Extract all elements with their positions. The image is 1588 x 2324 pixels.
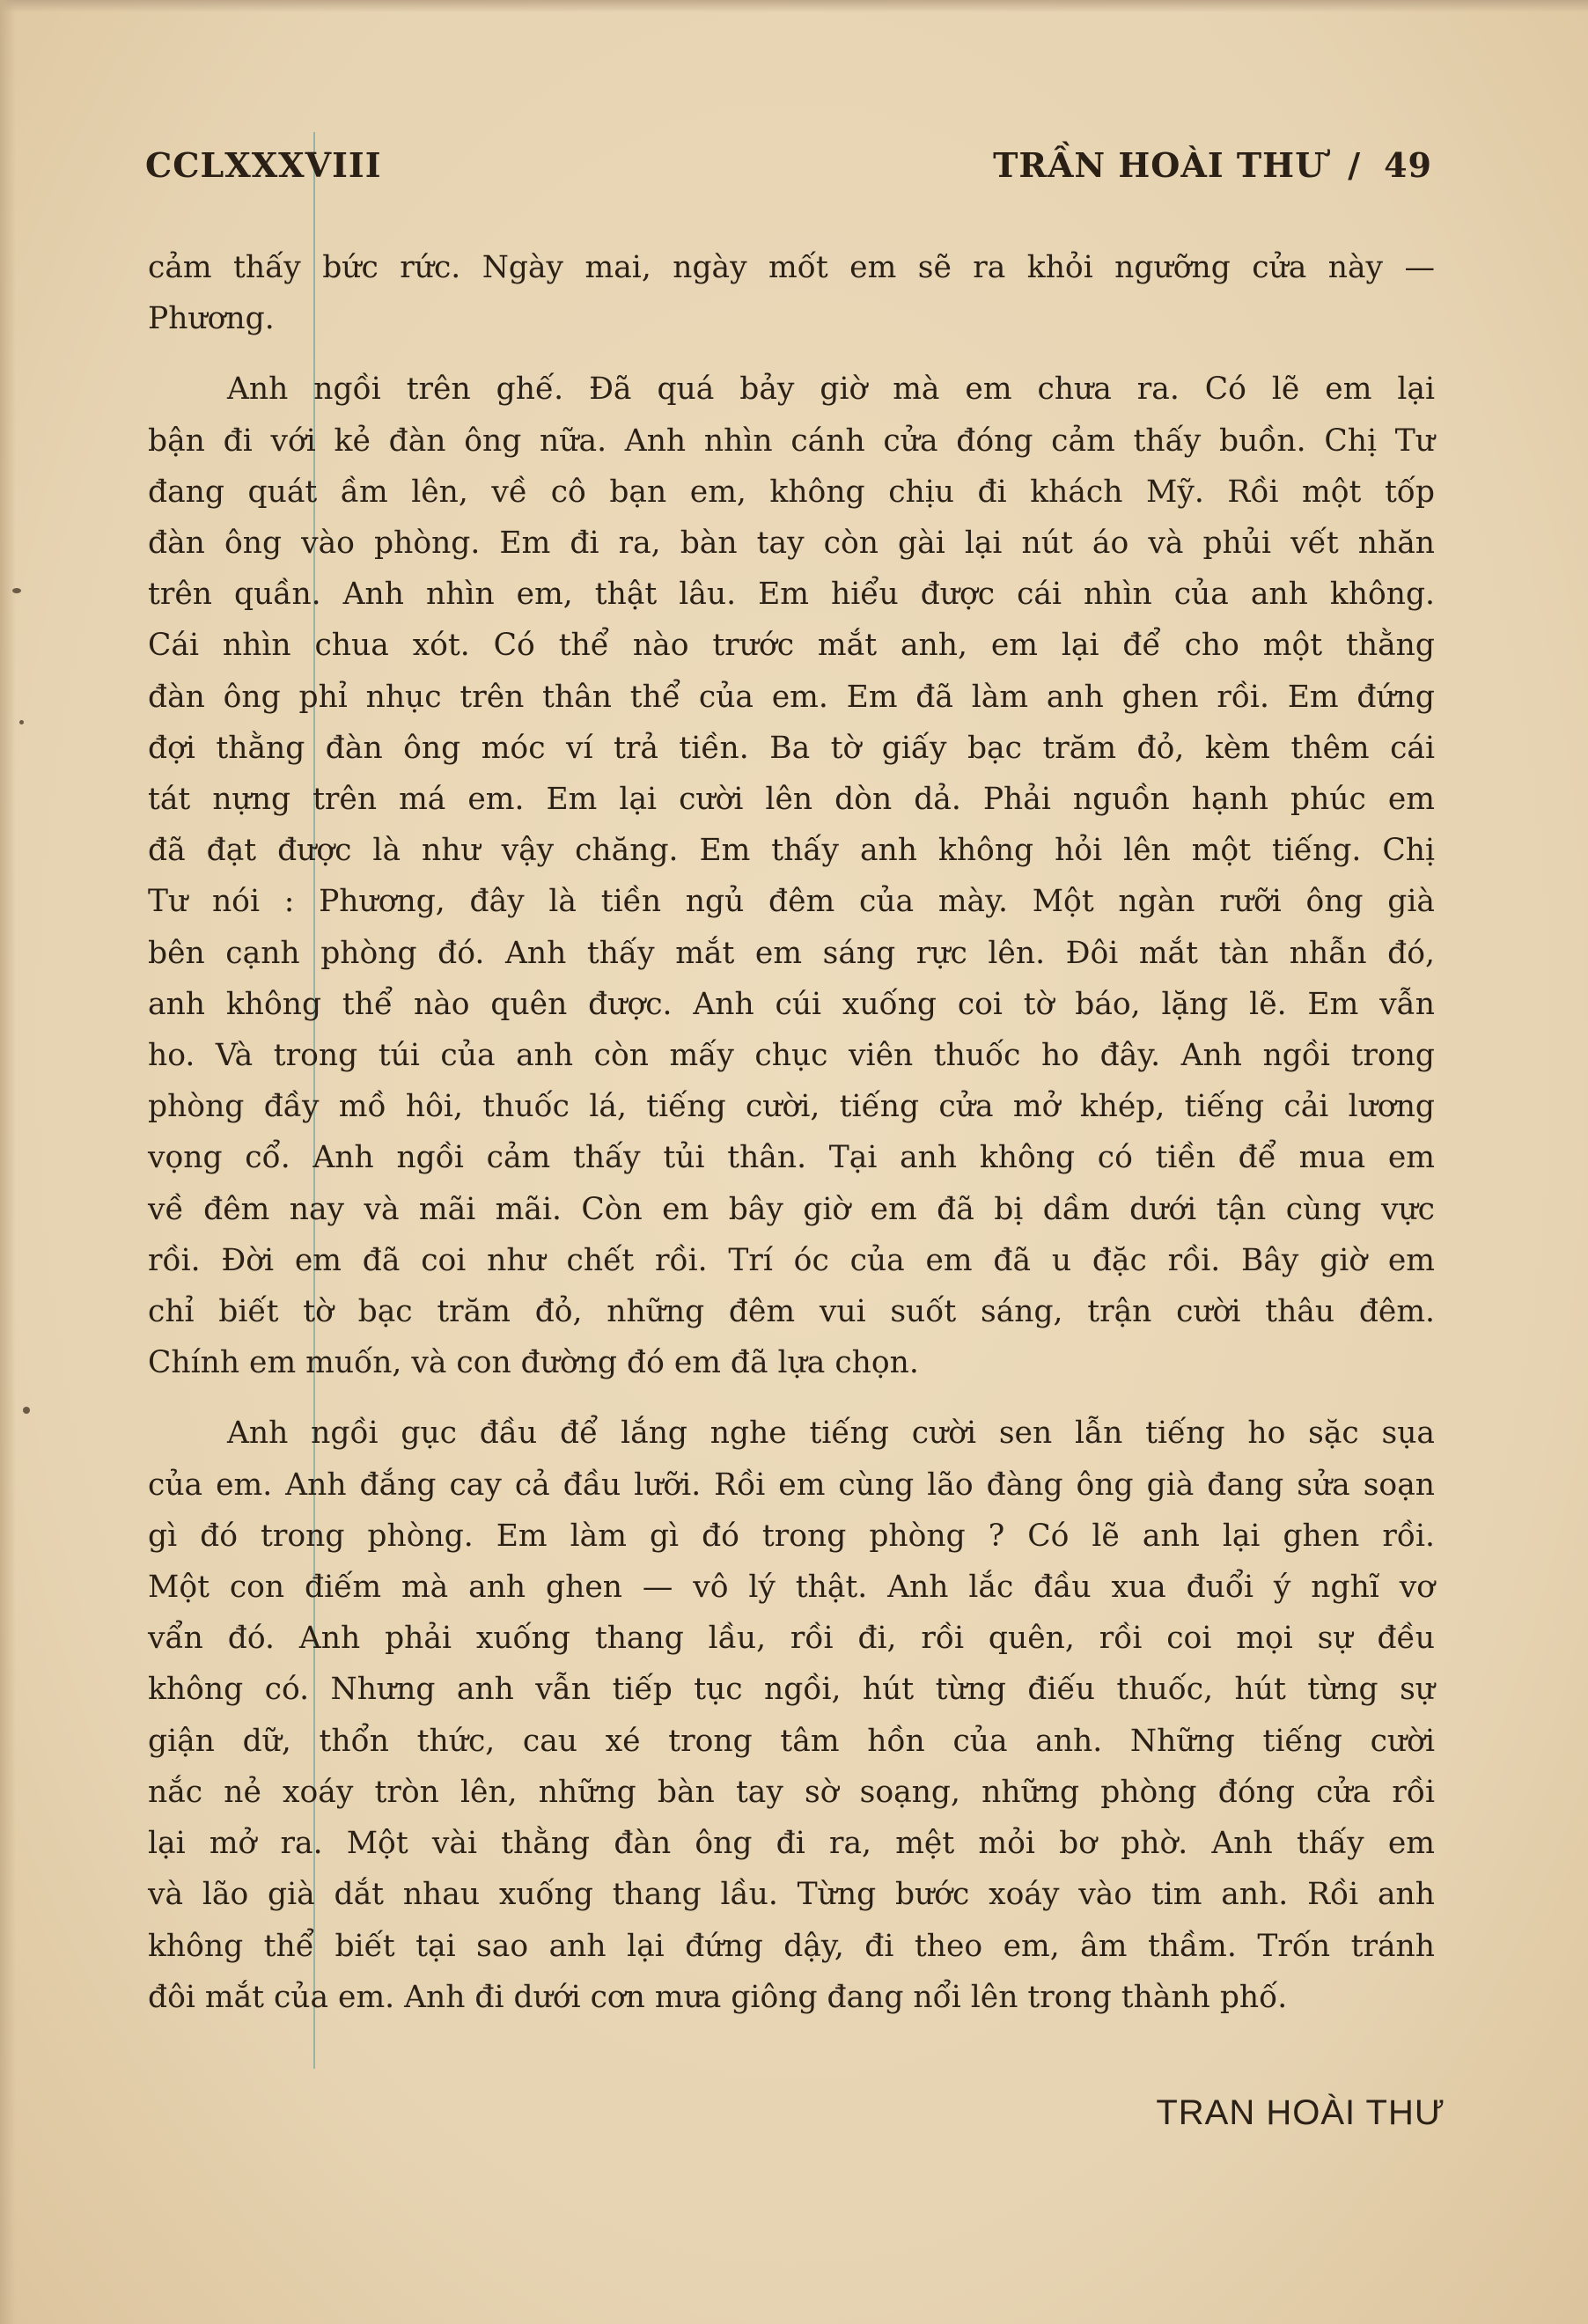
text-line: nắc nẻ xoáy tròn lên, những bàn tay sờ soạng, những phòng đóng cửa rồi	[148, 1774, 1435, 1810]
text-line: vẩn đó. Anh phải xuống thang lầu, rồi đi, rồi quên, rồi coi mọi sự đều	[148, 1621, 1435, 1657]
page-top-edge	[0, 0, 1588, 12]
paper-speck	[12, 588, 21, 593]
text-line: giận dữ, thổn thức, cau xé trong tâm hồn của anh. Những tiếng cười	[148, 1723, 1435, 1759]
text-line: ho. Và trong túi của anh còn mấy chục viên thuốc ho đây. Anh ngồi trong	[148, 1038, 1435, 1074]
text-line: và lão già dắt nhau xuống thang lầu. Từng bước xoáy vào tim anh. Rồi anh	[148, 1877, 1435, 1913]
paragraph	[148, 364, 1435, 1388]
text-line: đàn ông vào phòng. Em đi ra, bàn tay còn gài lại nút áo và phủi vết nhăn	[148, 526, 1435, 562]
paper-speck	[19, 720, 24, 724]
text-line: vọng cổ. Anh ngồi cảm thấy tủi thân. Tại anh không có tiền để mua em	[148, 1140, 1435, 1176]
text-line: Phương.	[148, 301, 275, 337]
text-line: phòng đầy mồ hôi, thuốc lá, tiếng cười, tiếng cửa mở khép, tiếng cải lương	[148, 1089, 1435, 1125]
running-title	[993, 145, 1432, 185]
text-line: Tư nói : Phương, đây là tiền ngủ đêm của mày. Một ngàn rưỡi ông già	[148, 884, 1435, 920]
page-header	[145, 145, 1432, 198]
text-line: về đêm nay và mãi mãi. Còn em bây giờ em đã bị dầm dưới tận cùng vực	[148, 1191, 1435, 1227]
text-line: cảm thấy bức rức. Ngày mai, ngày mốt em sẽ ra khỏi ngưỡng cửa này —	[148, 250, 1435, 285]
text-line: không có. Nhưng anh vẫn tiếp tục ngồi, hút từng điếu thuốc, hút từng sự	[148, 1672, 1435, 1708]
text-line: đang quát ầm lên, về cô bạn em, không chịu đi khách Mỹ. Rồi một tốp	[148, 474, 1435, 510]
text-line: bên cạnh phòng đó. Anh thấy mắt em sáng rực lên. Đôi mắt tàn nhẫn đó,	[148, 935, 1435, 971]
author-signature: TRAN HOÀI THƯ	[1156, 2093, 1445, 2132]
text-line: đàn ông phỉ nhục trên thân thể của em. Em đã làm anh ghen rồi. Em đứng	[148, 679, 1435, 715]
text-line: đôi mắt của em. Anh đi dưới cơn mưa giông đang nổi lên trong thành phố.	[148, 1979, 1288, 2015]
text-line: Anh ngồi gục đầu để lắng nghe tiếng cười sen lẫn tiếng ho sặc sụa	[227, 1416, 1435, 1452]
text-line: anh không thể nào quên được. Anh cúi xuống coi tờ báo, lặng lẽ. Em vẫn	[148, 986, 1435, 1022]
text-line: đợi thằng đàn ông móc ví trả tiền. Ba tờ giấy bạc trăm đỏ, kèm thêm cái	[148, 730, 1435, 766]
page-left-edge	[0, 0, 16, 2324]
text-line: lại mở ra. Một vài thằng đàn ông đi ra, mệt mỏi bơ phờ. Anh thấy em	[148, 1826, 1435, 1862]
text-line: gì đó trong phòng. Em làm gì đó trong phòng ? Có lẽ anh lại ghen rồi.	[148, 1518, 1435, 1554]
text-line: Một con điếm mà anh ghen — vô lý thật. Anh lắc đầu xua đuổi ý nghĩ vơ	[148, 1570, 1435, 1606]
text-line: Cái nhìn chua xót. Có thể nào trước mắt anh, em lại để cho một thằng	[148, 628, 1435, 664]
folio-number: CCLXXXVIII	[145, 145, 382, 185]
text-line: của em. Anh đắng cay cả đầu lưỡi. Rồi em cùng lão đàng ông già đang sửa soạn	[148, 1467, 1435, 1503]
author-name: TRẦN HOÀI THƯ	[993, 145, 1326, 185]
text-line: đã đạt được là như vậy chăng. Em thấy anh không hỏi lên một tiếng. Chị	[148, 833, 1435, 869]
page-number: 49	[1384, 145, 1432, 185]
text-line: trên quần. Anh nhìn em, thật lâu. Em hiểu được cái nhìn của anh không.	[148, 577, 1435, 613]
text-line: bận đi với kẻ đàn ông nữa. Anh nhìn cánh cửa đóng cảm thấy buồn. Chị Tư	[148, 423, 1435, 459]
text-line: tát nựng trên má em. Em lại cười lên dòn dả. Phải nguồn hạnh phúc em	[148, 782, 1435, 818]
text-line: chỉ biết tờ bạc trăm đỏ, những đêm vui suốt sáng, trận cười thâu đêm.	[148, 1294, 1435, 1330]
body-text	[148, 242, 1435, 2023]
paragraph	[148, 1408, 1435, 2022]
header-separator: /	[1348, 145, 1362, 185]
text-line: Anh ngồi trên ghế. Đã quá bảy giờ mà em chưa ra. Có lẽ em lại	[227, 371, 1435, 408]
paragraph	[148, 242, 1435, 344]
text-line: không thể biết tại sao anh lại đứng dậy, đi theo em, âm thầm. Trốn tránh	[148, 1928, 1435, 1964]
text-line: Chính em muốn, và con đường đó em đã lựa chọn.	[148, 1345, 919, 1381]
paper-speck	[23, 1407, 30, 1414]
text-line: rồi. Đời em đã coi như chết rồi. Trí óc của em đã u đặc rồi. Bây giờ em	[148, 1242, 1435, 1278]
